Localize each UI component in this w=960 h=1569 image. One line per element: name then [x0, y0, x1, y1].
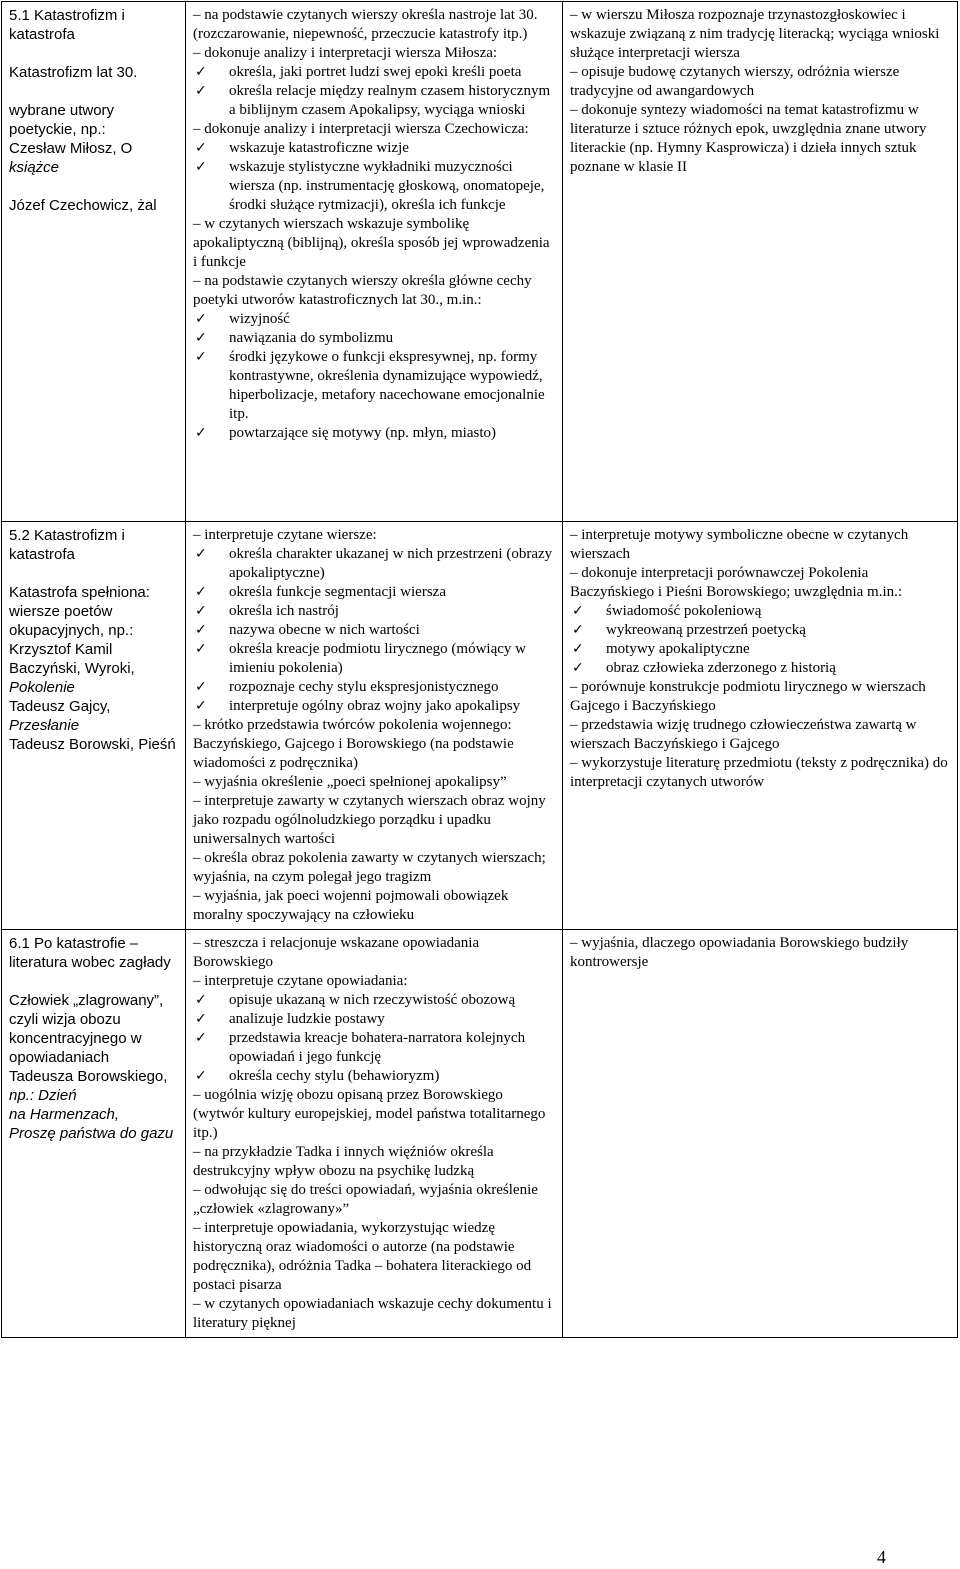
checkmark-icon: ✓: [195, 992, 207, 1008]
checkmark-icon: ✓: [195, 1011, 207, 1027]
checkmark-icon: ✓: [195, 546, 207, 562]
checklist-item-text: interpretuje ogólny obraz wojny jako apokalipsy: [229, 698, 521, 714]
checklist-item-text: przedstawia kreacje bohatera-narratora kolejnych opowiadań i jego funkcję: [229, 1030, 526, 1065]
requirement-item: – na podstawie czytanych wierszy określa nastroje lat 30. (rozczarowanie, niepewność, przeczucie katastrofy itp.): [193, 7, 538, 42]
checklist-item-text: określa ich nastrój: [229, 603, 339, 619]
checkmark-icon: ✓: [195, 622, 207, 638]
topic-line: 5.1 Katastrofizm i: [9, 7, 125, 24]
topic-line: 6.1 Po katastrofie –: [9, 935, 139, 952]
checkmark-icon: ✓: [195, 1068, 207, 1084]
checklist-item-text: wykreowaną przestrzeń poetycką: [606, 622, 806, 638]
requirement-item: – krótko przedstawia twórców pokolenia wojennego: Baczyńskiego, Gajcego i Borowskiego (na podstawie wiadomości z podręcznika): [193, 717, 514, 771]
checkmark-icon: ✓: [195, 584, 207, 600]
topic-line: czyli wizja obozu: [9, 1011, 121, 1028]
requirement-item: – interpretuje zawarty w czytanych wierszach obraz wojny jako rozpadu ogólnoludzkiego porządku i upadku uniwersalnych wartości: [193, 793, 546, 847]
checkmark-icon: ✓: [195, 159, 207, 175]
checkmark-icon: ✓: [195, 311, 207, 327]
checklist-item-text: rozpoznaje cechy stylu ekspresjonistycznego: [229, 679, 499, 695]
checklist-item-text: nawiązania do symbolizmu: [229, 330, 394, 346]
checklist-item: [570, 621, 951, 640]
requirement-item: – przedstawia wizję trudnego człowieczeństwa zawartą w wierszach Baczyńskiego i Gajcego: [570, 717, 917, 752]
checklist-item: [193, 991, 556, 1010]
checklist-item: [570, 640, 951, 659]
checkmark-icon: ✓: [572, 622, 584, 638]
table-row: [2, 522, 958, 930]
checklist-item: [193, 329, 556, 348]
requirement-item: – interpretuje czytane wiersze:: [193, 527, 377, 543]
table-row: [2, 2, 958, 522]
requirement-item: – dokonuje syntezy wiadomości na temat katastrofizmu w literaturze i sztuce różnych epok, uwzględnia znane utwory literackie (np. Hymny Kasprowicza) i dzieła innych sztuk poznane w klasie II: [570, 102, 927, 175]
checklist-item: [193, 583, 556, 602]
requirement-item: – interpretuje czytane opowiadania:: [193, 973, 408, 989]
topic-line: Przesłanie: [9, 717, 80, 734]
checkmark-icon: ✓: [195, 641, 207, 657]
topic-line: Tadeusz Gajcy,: [9, 698, 111, 715]
requirement-item: – wyjaśnia, dlaczego opowiadania Borowskiego budziły kontrowersje: [570, 935, 909, 970]
topic-line: na Harmenzach,: [9, 1106, 120, 1123]
checkmark-icon: ✓: [195, 330, 207, 346]
topic-line: poetyckie, np.:: [9, 121, 106, 138]
checklist-item-text: motywy apokaliptyczne: [606, 641, 750, 657]
topic-line: wiersze poetów: [9, 603, 113, 620]
checklist-item-text: określa relacje między realnym czasem historycznym a biblijnym czasem Apokalipsy, wyciąga wnioski: [229, 83, 551, 118]
topic-line: Józef Czechowicz, żal: [9, 197, 157, 214]
topic-line: np.: Dzień: [9, 1087, 77, 1104]
topic-line: 5.2 Katastrofizm i: [9, 527, 125, 544]
requirement-item: – odwołując się do treści opowiadań, wyjaśnia określenie „człowiek «zlagrowany»”: [193, 1182, 538, 1217]
topic-line: opowiadaniach: [9, 1049, 110, 1066]
checklist-item-text: świadomość pokoleniową: [606, 603, 762, 619]
requirement-item: – interpretuje motywy symboliczne obecne w czytanych wierszach: [570, 527, 909, 562]
checkmark-icon: ✓: [195, 679, 207, 695]
checklist-item: [193, 1067, 556, 1086]
checklist-item: [193, 697, 556, 716]
checklist-item-text: określa funkcje segmentacji wiersza: [229, 584, 446, 600]
checklist-item-text: określa cechy stylu (behawioryzm): [229, 1068, 440, 1084]
topic-line: Krzysztof Kamil: [9, 641, 113, 658]
checkmark-icon: ✓: [195, 425, 207, 441]
topic-line: Katastrofizm lat 30.: [9, 64, 138, 81]
basic-requirements-cell: [186, 522, 563, 930]
checklist-item: [193, 1029, 556, 1067]
topic-cell: [2, 930, 186, 1338]
checklist-item: [193, 545, 556, 583]
topic-line: koncentracyjnego w: [9, 1030, 142, 1047]
basic-requirements-cell: [186, 930, 563, 1338]
requirement-item: – na przykładzie Tadka i innych więźniów określa destrukcyjny wpływ obozu na psychikę ludzką: [193, 1144, 494, 1179]
checklist-item-text: środki językowe o funkcji ekspresywnej, np. formy kontrastywne, określenia dynamizujące wypowiedź, hiperbolizacje, metafory nacechowane emocjonalnie itp.: [229, 349, 545, 422]
requirement-item: – wyjaśnia określenie „poeci spełnionej apokalipsy”: [193, 774, 507, 790]
checkmark-icon: ✓: [195, 83, 207, 99]
requirement-item: – na podstawie czytanych wierszy określa główne cechy poetyki utworów katastroficznych lat 30., m.in.:: [193, 273, 532, 308]
topic-line: Katastrofa spełniona:: [9, 584, 150, 601]
checklist-item: [570, 602, 951, 621]
checklist-item: [193, 1010, 556, 1029]
extended-requirements-cell: [563, 522, 958, 930]
checklist-item-text: powtarzające się motywy (np. młyn, miasto): [229, 425, 497, 441]
topic-line: Tadeusz Borowski, Pieśń: [9, 736, 176, 753]
checklist-item-text: wskazuje stylistyczne wykładniki muzyczności wiersza (np. instrumentację głoskową, onomatopeje, środki służące rytmizacji), określa ich funkcje: [229, 159, 545, 213]
checkmark-icon: ✓: [195, 1030, 207, 1046]
checklist-item-text: nazywa obecne w nich wartości: [229, 622, 420, 638]
checklist-item: [193, 63, 556, 82]
requirement-item: – wyjaśnia, jak poeci wojenni pojmowali obowiązek moralny spoczywający na człowieku: [193, 888, 509, 923]
checklist-item-text: obraz człowieka zderzonego z historią: [606, 660, 836, 676]
extended-requirements-cell: [563, 2, 958, 522]
topic-line: Człowiek „zlagrowany”,: [9, 992, 164, 1009]
topic-line: Pokolenie: [9, 679, 75, 696]
topic-line: Tadeusza Borowskiego,: [9, 1068, 168, 1085]
requirement-item: – uogólnia wizję obozu opisaną przez Borowskiego (wytwór kultury europejskiej, model państwa totalitarnego itp.): [193, 1087, 546, 1141]
checklist-item: [193, 424, 556, 443]
requirement-item: – porównuje konstrukcje podmiotu lirycznego w wierszach Gajcego i Baczyńskiego: [570, 679, 926, 714]
requirement-item: – określa obraz pokolenia zawarty w czytanych wierszach; wyjaśnia, na czym polegał jego tragizm: [193, 850, 546, 885]
topic-line: Czesław Miłosz, O: [9, 140, 133, 157]
checkmark-icon: ✓: [195, 140, 207, 156]
checklist-item-text: określa, jaki portret ludzi swej epoki kreśli poeta: [229, 64, 522, 80]
checklist-item-text: określa charakter ukazanej w nich przestrzeni (obrazy apokaliptyczne): [229, 546, 553, 581]
checkmark-icon: ✓: [572, 641, 584, 657]
checkmark-icon: ✓: [195, 603, 207, 619]
checklist-item-text: analizuje ludzkie postawy: [229, 1011, 385, 1027]
curriculum-table: [1, 1, 958, 1338]
checklist-item-text: opisuje ukazaną w nich rzeczywistość obozową: [229, 992, 516, 1008]
extended-requirements-cell: [563, 930, 958, 1338]
basic-requirements-cell: [186, 2, 563, 522]
topic-line: książce: [9, 159, 60, 176]
requirements-list: [193, 526, 556, 925]
topic-line: wybrane utwory: [9, 102, 115, 119]
checkmark-icon: ✓: [195, 698, 207, 714]
checklist-item: [193, 602, 556, 621]
checkmark-icon: ✓: [572, 660, 584, 676]
topic-line: katastrofa: [9, 26, 75, 43]
checklist-item: [193, 621, 556, 640]
checklist-item: [193, 678, 556, 697]
checklist-item-text: wskazuje katastroficzne wizje: [229, 140, 409, 156]
requirements-list: [570, 934, 951, 972]
requirement-item: – dokonuje analizy i interpretacji wiersza Miłosza:: [193, 45, 498, 61]
topic-line: okupacyjnych, np.:: [9, 622, 134, 639]
requirement-item: – wykorzystuje literaturę przedmiotu (teksty z podręcznika) do interpretacji czytanych utworów: [570, 755, 948, 790]
checklist-item-text: wizyjność: [229, 311, 290, 327]
topic-line: katastrofa: [9, 546, 75, 563]
checklist-item: [193, 640, 556, 678]
checkmark-icon: ✓: [195, 349, 207, 365]
topic-line: Baczyński, Wyroki,: [9, 660, 135, 677]
requirements-list: [570, 6, 951, 177]
checkmark-icon: ✓: [195, 64, 207, 80]
requirement-item: – w czytanych opowiadaniach wskazuje cechy dokumentu i literatury pięknej: [193, 1296, 552, 1331]
checklist-item: [570, 659, 951, 678]
topic-cell: [2, 522, 186, 930]
topic-line: Proszę państwa do gazu: [9, 1125, 174, 1142]
requirements-list: [193, 934, 556, 1333]
checklist-item: [193, 310, 556, 329]
requirement-item: – opisuje budowę czytanych wierszy, odróżnia wiersze tradycyjne od awangardowych: [570, 64, 900, 99]
requirement-item: – dokonuje analizy i interpretacji wiersza Czechowicza:: [193, 121, 529, 137]
requirements-list: [193, 6, 556, 443]
checklist-item: [193, 158, 556, 215]
checklist-item: [193, 82, 556, 120]
requirements-list: [570, 526, 951, 792]
topic-line: literatura wobec zagłady: [9, 954, 171, 971]
table-row: [2, 930, 958, 1338]
checkmark-icon: ✓: [572, 603, 584, 619]
page-number: 4: [877, 1547, 886, 1567]
checklist-item: [193, 348, 556, 424]
requirement-item: – w czytanych wierszach wskazuje symbolikę apokaliptyczną (biblijną), określa sposób jej wprowadzenia i funkcje: [193, 216, 550, 270]
topic-cell: [2, 2, 186, 522]
requirement-item: – w wierszu Miłosza rozpoznaje trzynastozgłoskowiec i wskazuje związaną z nim tradycję literacką; wyciąga wnioski służące interpretacji wiersza: [570, 7, 940, 61]
requirement-item: – interpretuje opowiadania, wykorzystując wiedzę historyczną oraz wiadomości o autorze (na podstawie podręcznika), odróżnia Tadka – bohatera literackiego od postaci pisarza: [193, 1220, 532, 1293]
checklist-item: [193, 139, 556, 158]
checklist-item-text: określa kreacje podmiotu lirycznego (mówiący w imieniu pokolenia): [229, 641, 526, 676]
requirement-item: – dokonuje interpretacji porównawczej Pokolenia Baczyńskiego i Pieśni Borowskiego; uwzględnia m.in.:: [570, 565, 903, 600]
requirement-item: – streszcza i relacjonuje wskazane opowiadania Borowskiego: [193, 935, 480, 970]
